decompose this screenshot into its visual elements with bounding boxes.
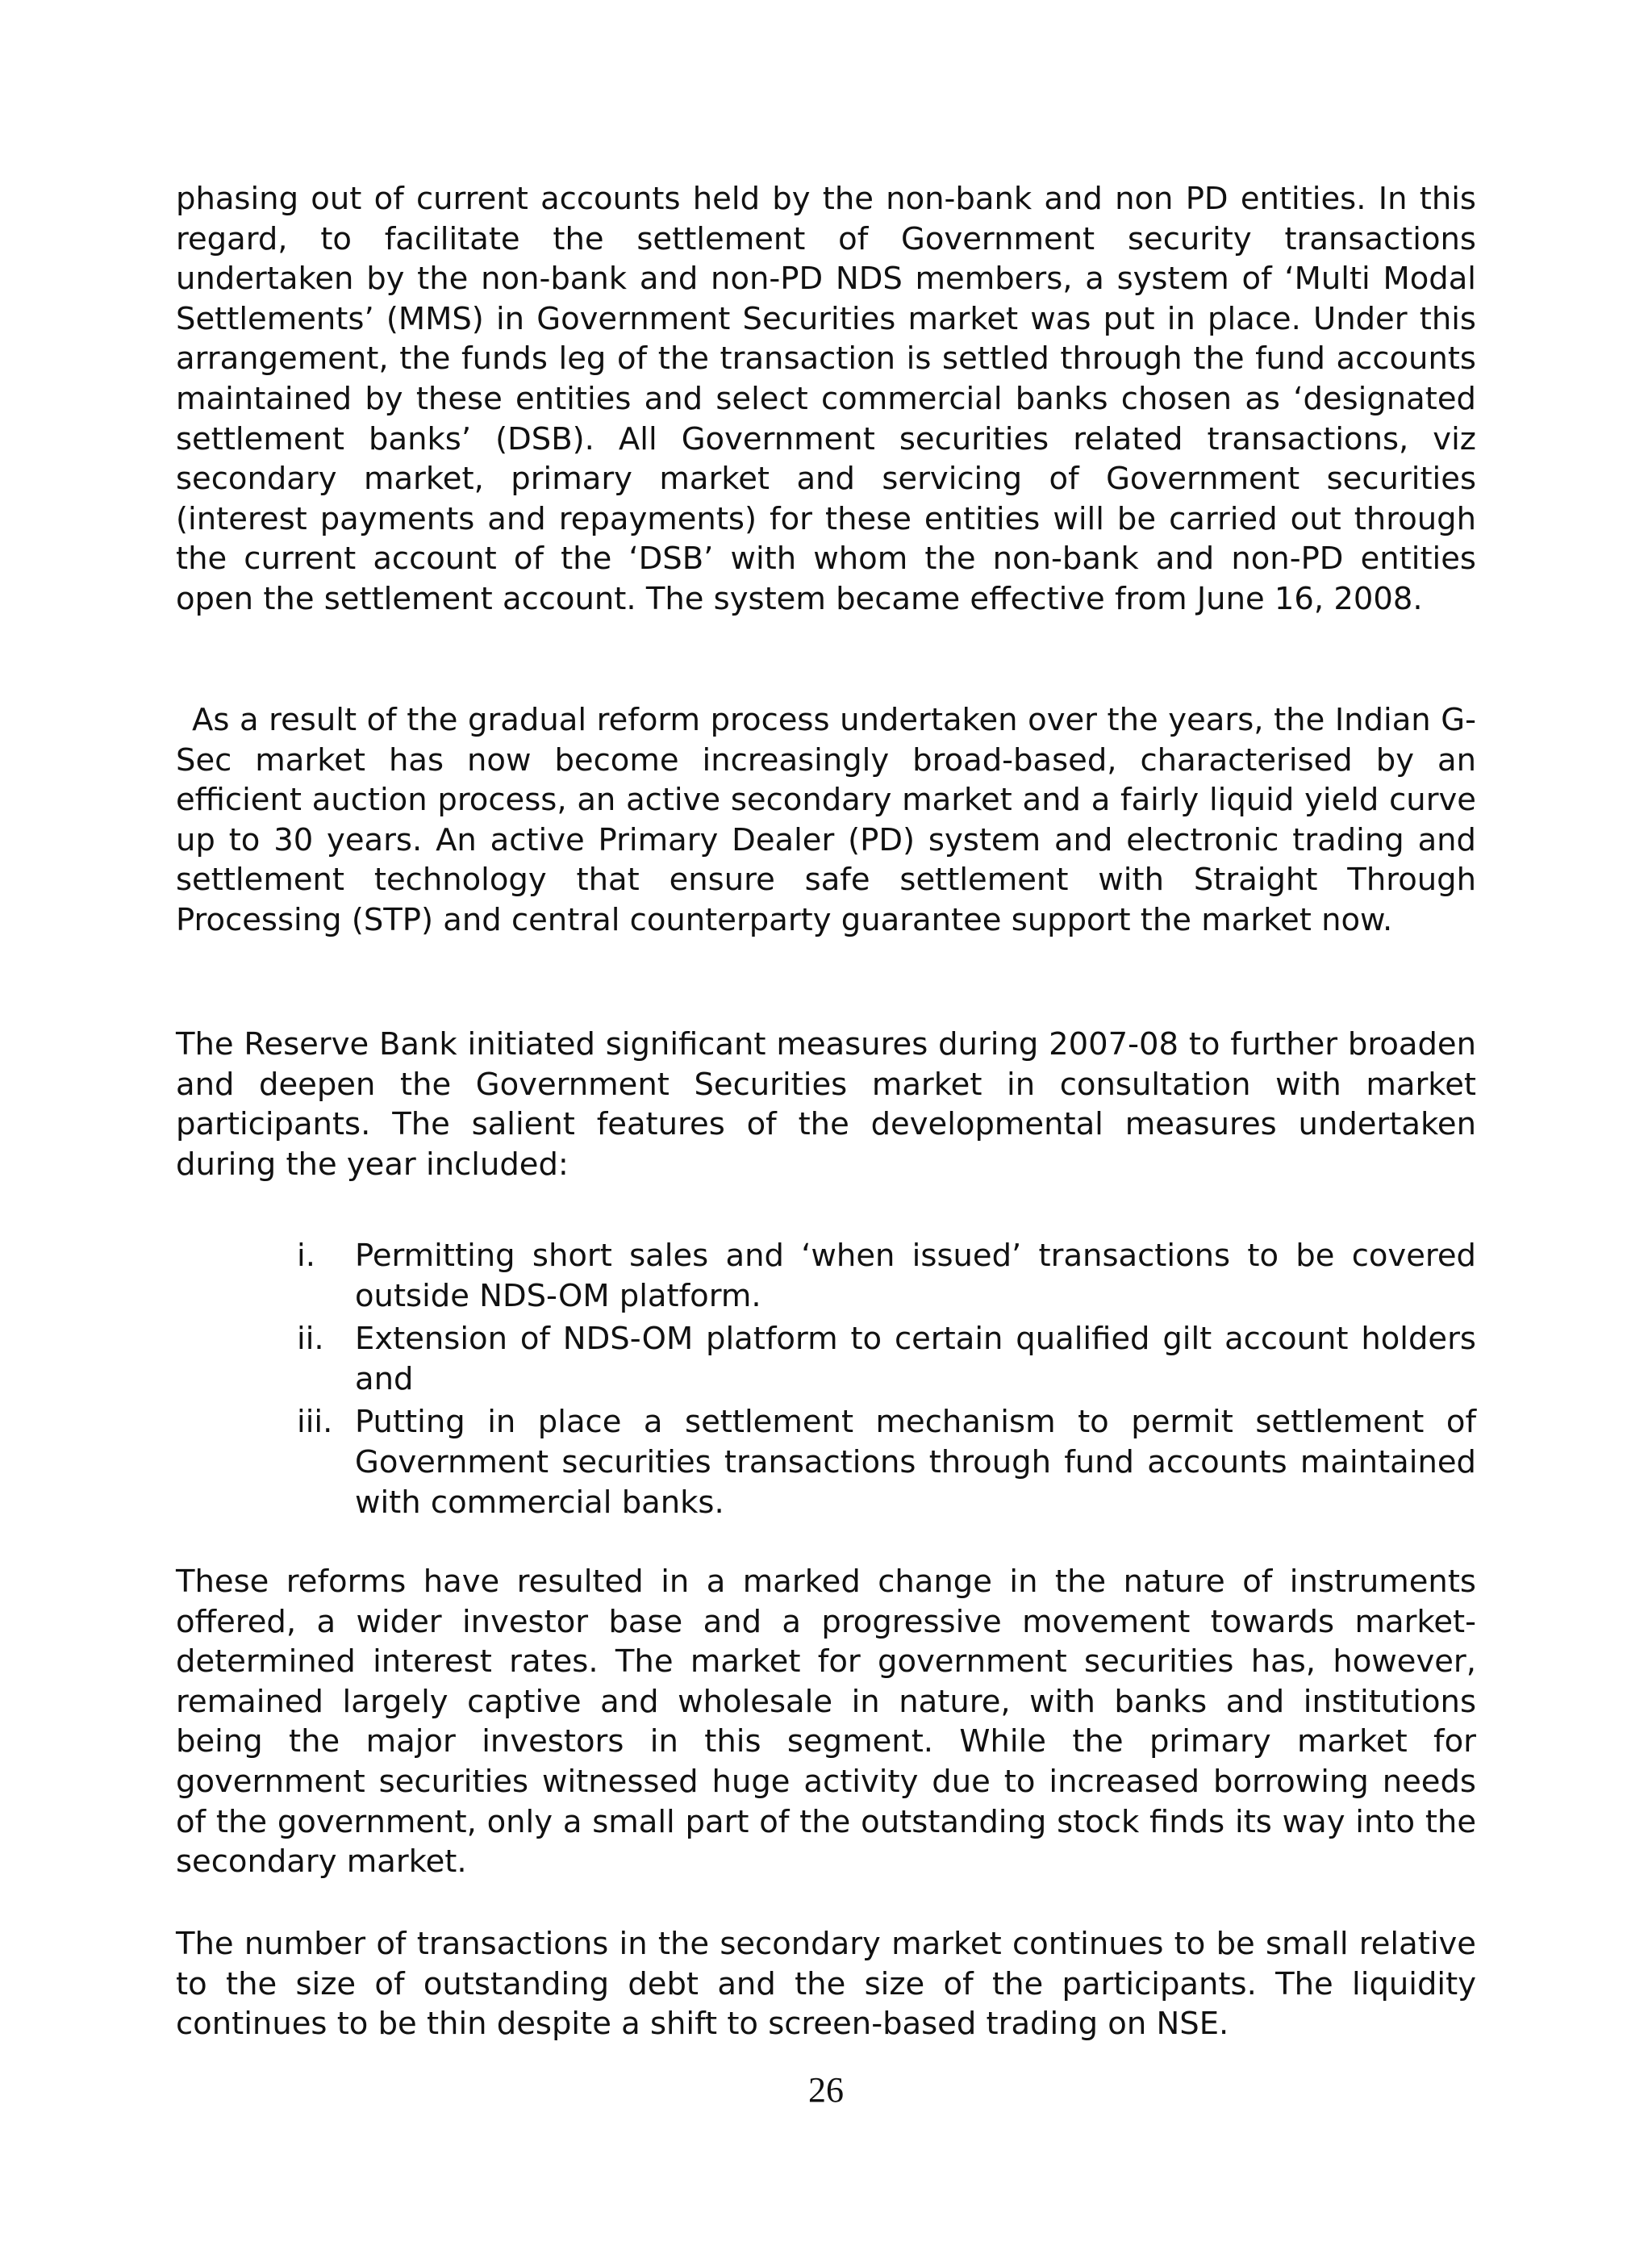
paragraph-text: The Reserve Bank initiated significant measures during 2007-08 to further broaden and deepen the Government Securities market in consultation with market participants. The salient features of the developmental measures undertaken during the year included: xyxy=(176,1026,1476,1183)
list-item-text: Extension of NDS-OM platform to certain qualified gilt account holders and xyxy=(355,1321,1476,1397)
list-marker: iii. xyxy=(297,1404,333,1441)
measures-list xyxy=(290,1236,1476,1522)
paragraph-reform-process xyxy=(176,700,1476,941)
page-number: 26 xyxy=(808,2070,844,2110)
paragraph-text: These reforms have resulted in a marked change in the nature of instruments offered, a wider investor base and a progressive movement towards market-determined interest rates. The market for government securities has, however, remained largely captive and wholesale in nature, with banks and institutions being the major investors in this segment. While the primary market for government securities witnessed huge activity due to increased borrowing needs of the government, only a small part of the outstanding stock finds its way into the secondary market. xyxy=(176,1564,1476,1881)
paragraph-transactions xyxy=(176,1924,1476,2044)
list-marker: ii. xyxy=(297,1321,324,1358)
paragraph-text: As a result of the gradual reform process undertaken over the years, the Indian G-Sec market has now become increasingly broad-based, characterised by an efficient auction process, an active secondary market and a fairly liquid yield curve up to 30 years. An active Primary Dealer (PD) system and electronic trading and settlement technology that ensure safe settlement with Straight Through Processing (STP) and central counterparty guarantee support the market now. xyxy=(176,702,1476,938)
paragraph-rbi-measures xyxy=(176,1025,1476,1184)
list-item xyxy=(290,1236,1476,1316)
paragraph-text: phasing out of current accounts held by the non-bank and non PD entities. In this regard, to facilitate the settlement of Government security transactions undertaken by the non-bank and non-PD NDS members, a system of ‘Multi Modal Settlements’ (MMS) in Government Securities market was put in place. Under this arrangement, the funds leg of the transaction is settled through the fund accounts maintained by these entities and select commercial banks chosen as ‘designated settlement banks’ (DSB). All Government securities related transactions, viz secondary market, primary market and servicing of Government securities (interest payments and repayments) for these entities will be carried out through the current account of the ‘DSB’ with whom the non-bank and non-PD entities open the settlement account. The system became effective from June 16, 2008. xyxy=(176,181,1476,617)
paragraph-text: The number of transactions in the secondary market continues to be small relative to the size of outstanding debt and the size of the participants. The liquidity continues to be thin despite a shift to screen-based trading on NSE. xyxy=(176,1926,1476,2043)
paragraph-mms xyxy=(176,179,1476,620)
list-item-text: Putting in place a settlement mechanism to permit settlement of Government securities transactions through fund accounts maintained with commercial banks. xyxy=(355,1404,1476,1521)
list-item xyxy=(290,1319,1476,1399)
list-item-text: Permitting short sales and ‘when issued’ transactions to be covered outside NDS-OM platform. xyxy=(355,1238,1476,1314)
list-item xyxy=(290,1402,1476,1522)
list-marker: i. xyxy=(297,1238,315,1274)
paragraph-reforms-result xyxy=(176,1562,1476,1882)
